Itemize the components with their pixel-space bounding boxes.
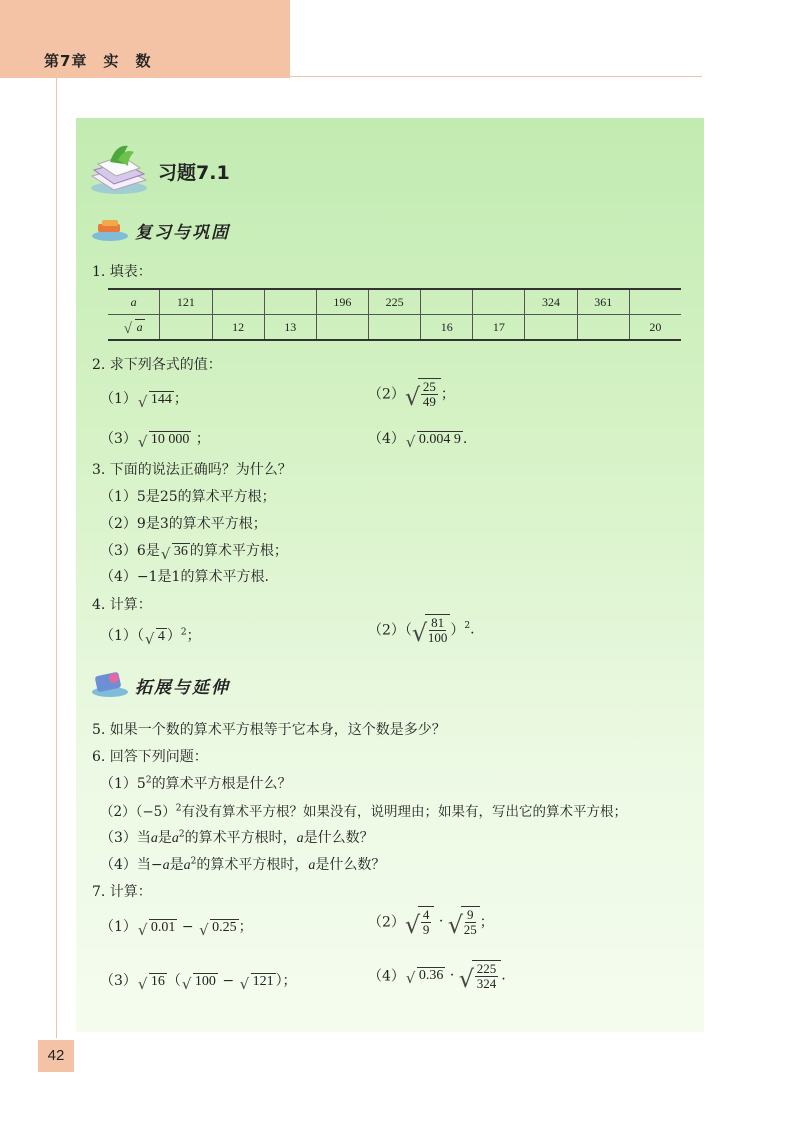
table-cell	[264, 289, 316, 315]
table-cell: 324	[525, 289, 577, 315]
extension-section-icon	[90, 668, 130, 698]
q7-part-3: （3） √ 16 （ √ 100 − √ 121 ）；	[100, 973, 297, 993]
table-cell: 12	[212, 315, 264, 341]
q3-part-3: （3）6是 √ 36 的算术平方根；	[100, 543, 288, 563]
table-cell: 13	[264, 315, 316, 341]
q4-part-2: （2）（ √ $\frac{81}{100}$ ）$^2$.	[368, 615, 475, 647]
table-cell: 121	[160, 289, 212, 315]
table-cell: 17	[473, 315, 525, 341]
table-cell: 361	[577, 289, 629, 315]
page-number: 42	[38, 1040, 74, 1072]
table-cell	[629, 289, 681, 315]
table-header-a: a	[108, 289, 160, 315]
question-3: 3. 下面的说法正确吗？为什么？	[92, 462, 292, 478]
review-section-icon	[90, 218, 130, 242]
q7-part-1: （1） √ 0.01 − √ 0.25 ；	[100, 919, 253, 939]
table-cell	[473, 289, 525, 315]
question-5: 5. 如果一个数的算术平方根等于它本身，这个数是多少？	[92, 722, 446, 738]
top-rule	[290, 76, 702, 77]
side-rule	[56, 78, 57, 1038]
q6-part-2: $(2)(-5)^2$有没有算术平方根？如果没有，说明理由；如果有，写出它的算术平方根；	[100, 803, 627, 820]
q3-part-1: （1）5是25的算术平方根；	[100, 489, 276, 505]
table-cell	[316, 315, 368, 341]
table-cell	[368, 315, 420, 341]
q7-part-2: （2） √ $\frac{4}{9}$ · √ $\frac{9}{25}$ ；	[368, 907, 494, 939]
q3-part-2: （2）9是3的算术平方根；	[100, 516, 267, 532]
q4-part-1: （1）（ √ 4 ）$^2$；	[100, 627, 201, 648]
table-cell	[160, 315, 212, 341]
q6-part-1: $(1)5^2$的算术平方根是什么？	[100, 775, 292, 792]
table-row-a	[108, 289, 681, 315]
table-cell	[525, 315, 577, 341]
q6-part-3: （3）当a是$a^2$的算术平方根时，a是什么数？	[100, 829, 374, 846]
question-2: 2. 求下列各式的值：	[92, 357, 222, 373]
table-cell: 16	[421, 315, 473, 341]
table-cell: 196	[316, 289, 368, 315]
exercise-title: 习题7.1	[158, 162, 230, 184]
table-header-sqrt-a: √ a	[108, 315, 160, 341]
table-cell: 20	[629, 315, 681, 341]
table-cell	[212, 289, 264, 315]
q2-part-2: （2） √ $\frac{25}{49}$ ；	[368, 379, 455, 411]
section-review-title: 复习与巩固	[135, 223, 230, 243]
q2-part-1: （1） √ 144 ；	[100, 391, 188, 411]
chapter-title: 第7章 实 数	[44, 52, 152, 70]
q6-part-4: （4）当−a是$a^2$的算术平方根时，a是什么数？	[100, 856, 386, 873]
table-cell: 225	[368, 289, 420, 315]
q2-part-3: （3） √ 10 000 ；	[100, 431, 210, 451]
q2-part-4: （4） √ 0.004 9 .	[368, 431, 468, 451]
section-extension-title: 拓展与延伸	[135, 678, 230, 698]
table-row-sqrt	[108, 315, 681, 341]
question-1: 1. 填表：	[92, 264, 152, 280]
fill-table	[108, 288, 681, 341]
question-4: 4. 计算：	[92, 597, 152, 613]
question-6: 6. 回答下列问题：	[92, 749, 208, 765]
question-7: 7. 计算：	[92, 884, 152, 900]
q7-part-4: （4） √ 0.36 · √ $\frac{225}{324}$ .	[368, 961, 506, 993]
book-stack-icon	[88, 140, 150, 196]
table-cell	[421, 289, 473, 315]
q3-part-4: （4）−1是1的算术平方根.	[100, 569, 269, 585]
table-cell	[577, 315, 629, 341]
